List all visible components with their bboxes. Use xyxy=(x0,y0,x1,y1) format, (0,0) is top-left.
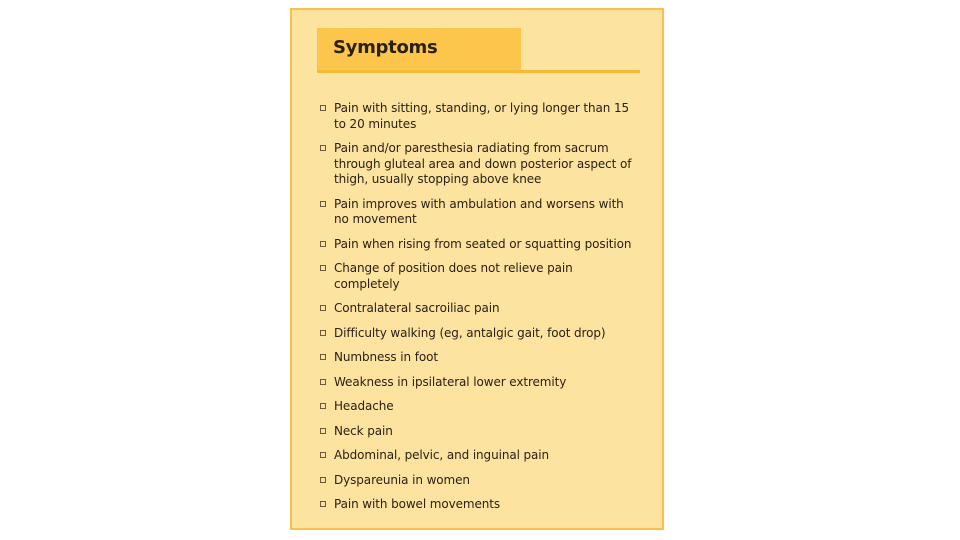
list-item xyxy=(320,261,640,292)
list-item xyxy=(320,473,640,489)
symptoms-card xyxy=(290,8,664,530)
checkbox-square-icon xyxy=(320,452,326,458)
checkbox-square-icon xyxy=(320,354,326,360)
checkbox-square-icon xyxy=(320,379,326,385)
list-item-text: Dyspareunia in women xyxy=(334,472,470,487)
checkbox-square-icon xyxy=(320,305,326,311)
checkbox-square-icon xyxy=(320,428,326,434)
list-item-text: Pain improves with ambulation and worsens with no movement xyxy=(334,196,624,226)
list-item-text: Headache xyxy=(334,399,394,413)
list-item xyxy=(320,101,640,132)
card-title: Symptoms xyxy=(333,37,438,58)
list-item-text: Neck pain xyxy=(334,423,393,438)
symptom-list xyxy=(320,101,640,522)
list-item xyxy=(320,497,640,513)
list-item xyxy=(320,237,640,253)
list-item xyxy=(320,399,640,415)
list-item xyxy=(320,350,640,366)
list-item-text: Pain when rising from seated or squatting position xyxy=(334,236,632,251)
list-item xyxy=(320,326,640,342)
checkbox-square-icon xyxy=(320,330,326,336)
list-item xyxy=(320,141,640,188)
list-item-text: Pain with sitting, standing, or lying longer than 15 to 20 minutes xyxy=(334,101,630,131)
list-item-text: Change of position does not relieve pain completely xyxy=(334,261,573,291)
list-item-text: Pain and/or paresthesia radiating from sacrum through gluteal area and down posterior aspect of thigh, usually stopping above knee xyxy=(334,141,632,186)
title-underline-rule xyxy=(317,70,640,73)
checkbox-square-icon xyxy=(320,201,326,207)
list-item-text: Numbness in foot xyxy=(334,350,438,364)
checkbox-square-icon xyxy=(320,105,326,111)
checkbox-square-icon xyxy=(320,145,326,151)
list-item xyxy=(320,197,640,228)
list-item xyxy=(320,424,640,440)
checkbox-square-icon xyxy=(320,265,326,271)
list-item xyxy=(320,375,640,391)
list-item-text: Pain with bowel movements xyxy=(334,497,501,511)
title-banner xyxy=(317,28,521,70)
list-item-text: Weakness in ipsilateral lower extremity xyxy=(334,374,567,389)
checkbox-square-icon xyxy=(320,477,326,483)
list-item-text: Abdominal, pelvic, and inguinal pain xyxy=(334,448,550,462)
list-item xyxy=(320,301,640,317)
checkbox-square-icon xyxy=(320,241,326,247)
list-item xyxy=(320,448,640,464)
checkbox-square-icon xyxy=(320,403,326,409)
list-item-text: Contralateral sacroiliac pain xyxy=(334,301,500,315)
list-item-text: Difficulty walking (eg, antalgic gait, foot drop) xyxy=(334,325,606,340)
checkbox-square-icon xyxy=(320,501,326,507)
